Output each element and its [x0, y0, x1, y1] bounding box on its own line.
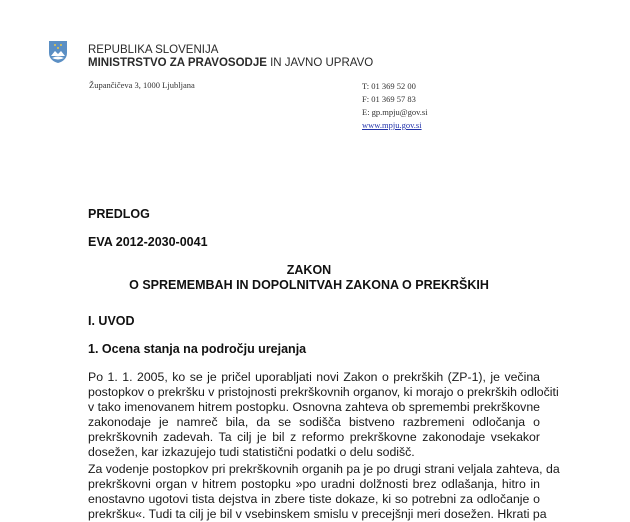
organization-name [88, 44, 373, 70]
address: Župančičeva 3, 1000 Ljubljana [89, 80, 195, 90]
paragraph-line: prekrškovnih zadevah. Ta cilj je bil z reformo prekrškovne zakonodaje vsekakor [88, 430, 540, 444]
org-line-1: REPUBLIKA SLOVENIJA [88, 44, 219, 56]
paragraph-line: Po 1. 1. 2005, ko se je pričel uporabljati novi Zakon o prekrških (ZP-1), je večina [88, 370, 540, 384]
subsection-heading: 1. Ocena stanja na področju urejanja [88, 342, 307, 356]
contact-info [362, 80, 428, 132]
law-title-line-1: ZAKON [286, 263, 332, 277]
paragraph-line: v tako imenovanem hitrem postopku. Osnovna zahteva ob spremembi prekrškovne [88, 400, 540, 414]
email: E: gp.mpju@gov.si [362, 107, 428, 117]
paragraph-line: enostavno ugotovi tista dejstva in zbere tiste dokaze, ki so potrebni za odločanje o [88, 492, 540, 506]
paragraph-line: prekrškovni organ v hitrem postopku »po uradni dolžnosti brez odlašanja, hitro in [88, 477, 540, 491]
org-line-2 [88, 57, 373, 70]
law-title [88, 263, 530, 293]
fax: F: 01 369 57 83 [362, 94, 416, 104]
section-heading: I. UVOD [88, 314, 135, 328]
document-label: PREDLOG [88, 207, 150, 221]
paragraph-line: prekršku«. Tudi ta cilj je bil v vsebinskem smislu v precejšnji meri dosežen. Hkrati pa [88, 507, 547, 521]
paragraph-line: Za vodenje postopkov pri prekrškovnih organih pa je po drugi strani veljala zahteva, da [88, 462, 560, 476]
paragraph-line: postopkov o prekršku v pristojnosti prekrškovnih organov, ki morajo o prekrških odločiti [88, 385, 559, 399]
ministry-name-rest: IN JAVNO UPRAVO [266, 57, 374, 69]
paragraph-1 [88, 370, 559, 460]
phone: T: 01 369 52 00 [362, 81, 416, 91]
website-link[interactable]: www.mpju.gov.si [362, 120, 422, 130]
eva-number: EVA 2012-2030-0041 [88, 235, 208, 249]
paragraph-2 [88, 462, 560, 522]
ministry-name: MINISTRSTVO ZA PRAVOSODJE [88, 57, 267, 69]
paragraph-line: zakonodaje je namreč bila, da se sodišča bistveno razbremeni odločanja o [88, 415, 540, 429]
law-title-line-2: O SPREMEMBAH IN DOPOLNITVAH ZAKONA O PREKRŠKIH [129, 278, 489, 292]
paragraph-line: dosežen, kar izkazujejo tudi statistični podatki o delu sodišč. [88, 445, 415, 459]
coat-of-arms-icon [48, 40, 68, 64]
